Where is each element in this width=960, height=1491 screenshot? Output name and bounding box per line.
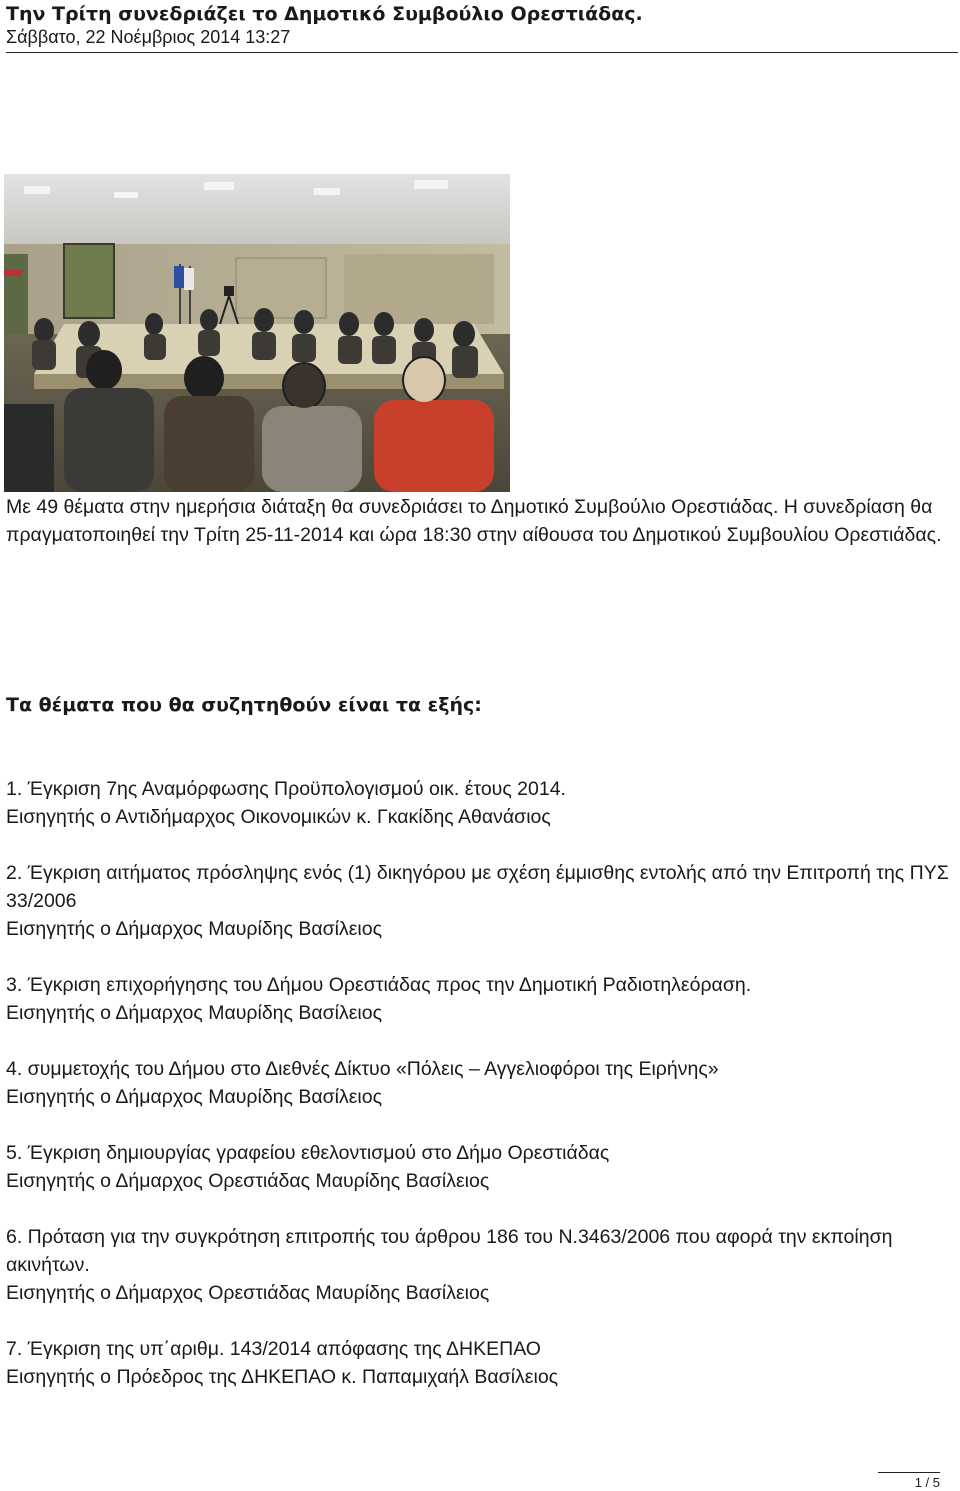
article-date: Σάββατο, 22 Νοέμβριος 2014 13:27	[6, 27, 291, 47]
agenda-item	[6, 1055, 951, 1111]
agenda-item-rapporteur: Εισηγητής ο Δήμαρχος Μαυρίδης Βασίλειος	[6, 918, 382, 940]
agenda-item	[6, 971, 951, 1027]
page-number: 1 / 5	[878, 1472, 940, 1491]
article-title: Την Τρίτη συνεδριάζει το Δημοτικό Συμβούλιο Ορεστιάδας.	[6, 3, 643, 25]
agenda-item-rapporteur: Εισηγητής ο Δήμαρχος Μαυρίδης Βασίλειος	[6, 1086, 382, 1108]
agenda-item-rapporteur: Εισηγητής ο Αντιδήμαρχος Οικονομικών κ. Γκακίδης Αθανάσιος	[6, 806, 551, 828]
agenda-item	[6, 1335, 951, 1391]
council-meeting-photo	[4, 174, 510, 492]
article-header	[6, 2, 958, 53]
agenda-item-text: 1. Έγκριση 7ης Αναμόρφωσης Προϋπολογισμού οικ. έτους 2014.	[6, 778, 566, 800]
agenda-item-text: 5. Έγκριση δημιουργίας γραφείου εθελοντισμού στο Δήμο Ορεστιάδας	[6, 1142, 610, 1164]
agenda-heading: Τα θέματα που θα συζητηθούν είναι τα εξής:	[6, 694, 482, 716]
article-intro: Με 49 θέματα στην ημερήσια διάταξη θα συνεδριάσει το Δημοτικό Συμβούλιο Ορεστιάδας. Η συνεδρίαση θα πραγματοποιηθεί την Τρίτη 25-11-2014 και ώρα 18:30 στην αίθουσα του Δημοτικού Συμβουλίου Ορεστιάδας.	[6, 496, 942, 546]
agenda-item-rapporteur: Εισηγητής ο Πρόεδρος της ΔΗΚΕΠΑΟ κ. Παπαμιχαήλ Βασίλειος	[6, 1366, 559, 1388]
article-body	[6, 493, 951, 1388]
agenda-list	[6, 775, 951, 1419]
agenda-item	[6, 1139, 951, 1195]
agenda-item-text: 4. συμμετοχής του Δήμου στο Διεθνές Δίκτυο «Πόλεις – Αγγελιοφόροι της Ειρήνης»	[6, 1058, 719, 1080]
agenda-item-text: 3. Έγκριση επιχορήγησης του Δήμου Ορεστιάδας προς την Δημοτική Ραδιοτηλεόραση.	[6, 974, 752, 996]
agenda-item-rapporteur: Εισηγητής ο Δήμαρχος Ορεστιάδας Μαυρίδης Βασίλειος	[6, 1282, 490, 1304]
agenda-item-rapporteur: Εισηγητής ο Δήμαρχος Ορεστιάδας Μαυρίδης Βασίλειος	[6, 1170, 490, 1192]
agenda-item	[6, 775, 951, 831]
agenda-item-text: 7. Έγκριση της υπ΄αριθμ. 143/2014 απόφασης της ΔΗΚΕΠΑΟ	[6, 1338, 541, 1360]
agenda-item	[6, 1223, 951, 1307]
agenda-item-rapporteur: Εισηγητής ο Δήμαρχος Μαυρίδης Βασίλειος	[6, 1002, 382, 1024]
agenda-item-text: 2. Έγκριση αιτήματος πρόσληψης ενός (1) δικηγόρου με σχέση έμμισθης εντολής από την Επιτροπή της ΠΥΣ 33/2006	[6, 862, 949, 912]
agenda-item-text: 6. Πρόταση για την συγκρότηση επιτροπής του άρθρου 186 του Ν.3463/2006 που αφορά την εκποίηση ακινήτων.	[6, 1226, 893, 1276]
agenda-item	[6, 859, 951, 943]
